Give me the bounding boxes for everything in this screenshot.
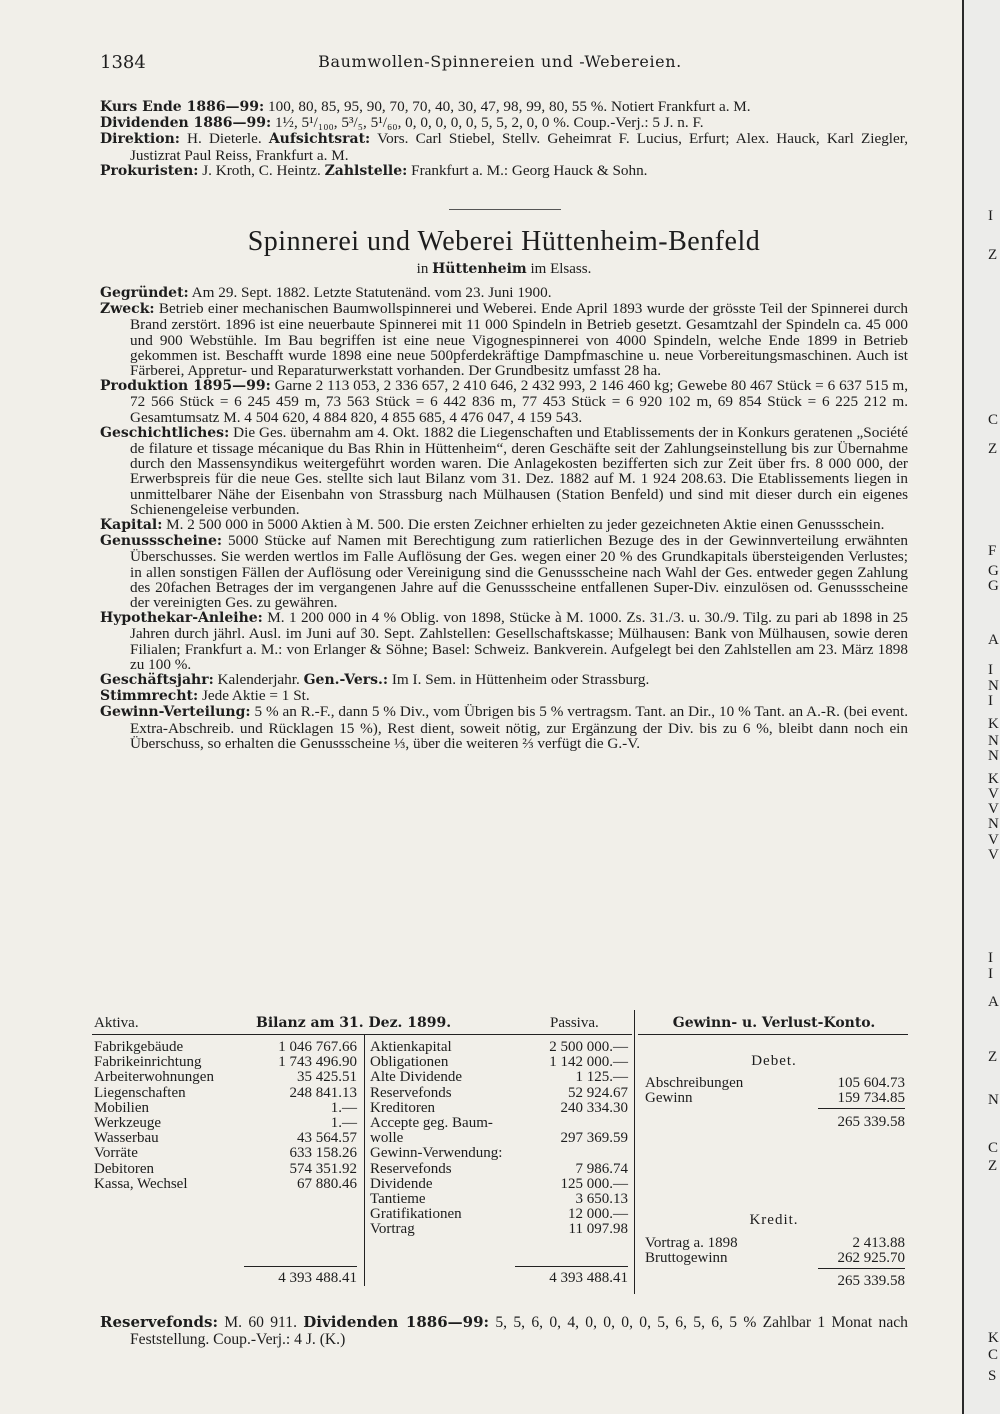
- aktiva-row: [94, 1177, 357, 1192]
- bilanz-rule: [92, 1034, 632, 1035]
- passiva-item-name: Dividende: [370, 1175, 433, 1192]
- passiva-item-name: Vortrag: [370, 1221, 415, 1238]
- passiva-total: 4 393 488.41: [549, 1270, 628, 1286]
- margin-letter: V: [988, 801, 999, 817]
- passiva-item-name: Reservefonds: [370, 1084, 452, 1101]
- margin-letter: Z: [988, 441, 998, 457]
- debet-label: Debet.: [751, 1053, 797, 1069]
- margin-letter: C: [988, 1140, 999, 1156]
- company-sections: [100, 285, 908, 751]
- passiva-item-value: 1 125.—: [575, 1069, 628, 1086]
- aktiva-item-name: Liegenschaften: [94, 1084, 186, 1101]
- margin-letter: Z: [988, 1049, 998, 1065]
- aktiva-row: [94, 1116, 357, 1131]
- aktiva-row: [94, 1070, 357, 1085]
- company-title: Spinnerei und Weberei Hüttenheim-Benfeld: [247, 226, 761, 257]
- kredit-list: [645, 1236, 905, 1266]
- aktiva-item-name: Wasserbau: [94, 1130, 159, 1147]
- previous-entry-tail: [100, 99, 908, 179]
- passiva-item-value: 7 986.74: [575, 1160, 628, 1177]
- debet-row: [645, 1091, 905, 1106]
- margin-letter: K: [988, 771, 999, 787]
- margin-letter: C: [988, 412, 999, 428]
- aktiva-item-name: Kassa, Wechsel: [94, 1175, 188, 1192]
- passiva-row: [370, 1162, 628, 1177]
- kredit-item-name: Vortrag a. 1898: [645, 1235, 738, 1251]
- aktiva-item-value: 1.—: [330, 1099, 357, 1116]
- passiva-item-name: Tantieme: [370, 1190, 426, 1207]
- passiva-row: [370, 1116, 628, 1131]
- section-produktion: Produktion 1895—99: Garne 2 113 053, 2 336 657, 2 410 646, 2 432 993, 2 146 460 kg; Gewebe 80 467 Stück = 6 637 515 m, 72 566 Stück = 6 245 459 m, 73 563 Stück = 6 442 836 m, 77 453 Stück = 6 920 102 m, 69 854 Stück = 6 225 212 m. Gesamtumsatz M. 4 504 620, 4 884 820, 4 855 685, 4 476 047, 4 159 543.: [100, 377, 909, 426]
- margin-letter: N: [988, 816, 999, 832]
- aktiva-item-value: 1.—: [330, 1114, 357, 1131]
- passiva-item-name: Gewinn-Verwendung:: [370, 1145, 503, 1162]
- passiva-row: [370, 1192, 628, 1207]
- passiva-item-name: Accepte geg. Baum-: [370, 1114, 493, 1131]
- debet-item-name: Gewinn: [645, 1090, 693, 1107]
- passiva-item-value: 1 142 000.—: [549, 1054, 628, 1071]
- aktiva-item-name: Werkzeuge: [94, 1114, 162, 1131]
- passiva-row: [370, 1177, 628, 1192]
- aktiva-list: [94, 1040, 357, 1192]
- aktiva-row: [94, 1131, 357, 1146]
- passiva-sum-rule: [515, 1266, 628, 1267]
- aktiva-item-name: Debitoren: [94, 1160, 154, 1177]
- margin-letter: I: [988, 662, 993, 678]
- aktiva-item-value: 633 158.26: [289, 1145, 357, 1162]
- aktiva-row: [94, 1146, 357, 1161]
- passiva-item-value: 52 924.67: [568, 1084, 628, 1101]
- passiva-item-value: 240 334.30: [560, 1099, 628, 1116]
- passiva-row: [370, 1040, 628, 1055]
- margin-letter: G: [988, 563, 999, 579]
- margin-letter: V: [988, 832, 999, 848]
- running-header: [100, 52, 900, 74]
- debet-row: [645, 1076, 905, 1091]
- aktiva-item-value: 67 880.46: [297, 1175, 357, 1192]
- margin-letter: N: [988, 1092, 999, 1108]
- section-genussscheine: Genussscheine: 5000 Stücke auf Namen mit Berechtigung zum ratierlichen Bezuge des in der Gewinnverteilung erwähnten Überschusses. Sie werden wertlos im Falle Auflösung der Ges. wegen einer 20 % des Grundkapitals übersteigenden Verlustes; in allen sonstigen Fällen der Auflösung oder Vereinigung sind die Genussscheine nach Wahl der Ges. entweder gegen Zahlung des 20fachen Betrages der im vergangenen Jahre auf die Genussscheine entfallenen Super-Div. einzulösen od. Genussscheine der vereinigten Ges. zu gewähren.: [100, 532, 908, 612]
- aktiva-item-name: Vorräte: [94, 1145, 138, 1162]
- passiva-row: [370, 1222, 628, 1237]
- page-number: 1384: [100, 52, 146, 73]
- margin-letter: N: [988, 733, 999, 749]
- margin-letter: Z: [988, 247, 998, 263]
- margin-letter: S: [988, 1368, 997, 1384]
- aktiva-total: 4 393 488.41: [278, 1270, 357, 1286]
- kredit-row: [645, 1236, 905, 1251]
- aktiva-item-value: 1 743 496.90: [278, 1054, 357, 1071]
- aktiva-item-value: 35 425.51: [297, 1069, 357, 1086]
- passiva-item-value: 12 000.—: [568, 1206, 628, 1223]
- adjacent-page-edge: [962, 0, 1000, 1414]
- passiva-item-name: Obligationen: [370, 1054, 449, 1071]
- kredit-item-value: 2 413.88: [852, 1235, 905, 1251]
- kredit-row: [645, 1251, 905, 1266]
- debet-item-value: 159 734.85: [837, 1090, 905, 1107]
- aktiva-row: [94, 1086, 357, 1101]
- margin-letter: I: [988, 950, 993, 966]
- aktiva-row: [94, 1101, 357, 1116]
- margin-letter: N: [988, 678, 999, 694]
- margin-letter: K: [988, 1330, 999, 1346]
- passiva-item-name: Gratifikationen: [370, 1206, 462, 1223]
- margin-letter: A: [988, 632, 999, 648]
- bilanz-divider: [364, 1034, 365, 1286]
- section-hypothekar-anleihe: Hypothekar-Anleihe: M. 1 200 000 in 4 % Oblig. von 1898, Stücke à M. 1000. Zs. 31./3. u. 30./9. Tilg. zu pari ab 1898 in 25 Jahren durch jährl. Ausl. im Juni auf 30. Sept. Zahlstellen: Gesellschaftskasse; Mülhausen: Bank von Mülhausen, sowie deren Filialen; Frankfurt a. M.: von Erlanger & Söhne; Basel: Schweiz. Bankverein. Aufgelegt bei den Zahlstellen am 23. März 1898 zu 100 %.: [100, 609, 908, 673]
- passiva-total-row: [370, 1271, 628, 1286]
- passiva-label: Passiva.: [550, 1015, 599, 1031]
- aktiva-total-row: [94, 1271, 357, 1286]
- passiva-item-name: Aktienkapital: [370, 1039, 452, 1055]
- kredit-item-value: 262 925.70: [837, 1250, 905, 1267]
- bilanz-title: Bilanz am 31. Dez. 1899.: [256, 1015, 452, 1031]
- passiva-item-value: 2 500 000.—: [549, 1039, 628, 1055]
- passiva-item-name: wolle: [370, 1130, 404, 1147]
- passiva-row: [370, 1207, 628, 1222]
- passiva-item-value: 11 097.98: [568, 1221, 628, 1238]
- guv-rule: [638, 1034, 908, 1035]
- debet-item-name: Abschreibungen: [645, 1075, 744, 1091]
- kredit-label: Kredit.: [749, 1212, 799, 1228]
- margin-letter: C: [988, 1347, 999, 1363]
- debet-item-value: 105 604.73: [837, 1075, 905, 1091]
- aktiva-item-value: 1 046 767.66: [278, 1039, 357, 1055]
- section-geschichtliches: Geschichtliches: Die Ges. übernahm am 4. Okt. 1882 die Liegenschaften und Etablissements der in Konkurs geratenen „Société de filature et tissage mécanique du Bas Rhin in Hüttenheim“, deren Geschäfte seit der Zahlungseinstellung bis zur Übernahme durch den Massensyndikus weitergeführt worden waren. Die Anlagekosten bezifferten sich zur Zeit über frs. 8 000 000, der Erwerbspreis für die neue Ges. stellte sich laut Bilanz vom 31. Dez. 1882 auf M. 1 924 208.63. Die Etablissements liegen in unmittelbarer Nähe der Eisenbahn von Strassburg nach Mülhausen (Station Benfeld) und sind mit dieser durch ein eigenes Schienengeleise verbunden.: [100, 423, 908, 518]
- aktiva-label: Aktiva.: [94, 1015, 139, 1031]
- debet-sum-rule: [818, 1108, 905, 1109]
- debet-total-row: [645, 1115, 905, 1130]
- margin-letter: I: [988, 966, 993, 982]
- passiva-row: [370, 1055, 628, 1070]
- prev-dividenden: Dividenden 1886—99: 1½, 5¹/₁₀₀, 5³/₅, 5¹/₆₀, 0, 0, 0, 0, 0, 5, 5, 2, 0, 0 %. Coup.-Verj.: 5 J. n. F.: [100, 114, 704, 132]
- aktiva-row: [94, 1162, 357, 1177]
- guv-title: Gewinn- u. Verlust-Konto.: [672, 1015, 876, 1031]
- passiva-list: [370, 1040, 628, 1237]
- section-geschaeftsjahr: Geschäftsjahr: Kalenderjahr. Gen.-Vers.: Im I. Sem. in Hüttenheim oder Strassburg.: [100, 671, 650, 689]
- aktiva-row: [94, 1040, 357, 1055]
- margin-letter: F: [988, 543, 997, 559]
- passiva-row: [370, 1070, 628, 1085]
- passiva-item-name: Reservefonds: [370, 1160, 452, 1177]
- margin-letter: N: [988, 748, 999, 764]
- margin-letter: V: [988, 786, 999, 802]
- aktiva-row: [94, 1055, 357, 1070]
- kredit-sum-rule: [818, 1268, 905, 1269]
- passiva-row: [370, 1131, 628, 1146]
- passiva-item-name: Alte Dividende: [370, 1069, 463, 1086]
- aktiva-item-value: 248 841.13: [289, 1084, 357, 1101]
- margin-letter: V: [988, 847, 999, 863]
- passiva-item-value: 297 369.59: [560, 1130, 628, 1147]
- margin-letter: A: [988, 994, 999, 1010]
- kredit-total-row: [645, 1274, 905, 1289]
- passiva-item-value: 125 000.—: [560, 1175, 628, 1192]
- margin-letter: Z: [988, 1158, 998, 1174]
- section-zweck: Zweck: Betrieb einer mechanischen Baumwollspinnerei und Weberei. Ende April 1893 wurde der grösste Teil der Spinnerei durch Brand zerstört. 1896 ist eine neuerbaute Spinnerei mit 11 000 Spindeln in Betrieb gesetzt. Gesamtzahl der Spindeln ca. 45 000 und 900 Webstühle. Im Bau begriffen ist eine neue Vigognespinnerei von 4000 Spindeln, welche Ende 1899 in Betrieb gekommen ist. Beschafft wurde 1898 eine neue 500pferdekräftige Dampfmaschine u. neue Vorbereitungsmaschinen. Auch ist Färberei, Appretur- und Reparaturwerkstatt vorhanden. Der Grundbesitz umfasst 28 ha.: [100, 300, 908, 380]
- margin-letter: K: [988, 716, 999, 732]
- aktiva-item-value: 574 351.92: [289, 1160, 357, 1177]
- prev-direktion: Direktion: H. Dieterle. Aufsichtsrat: Vors. Carl Stiebel, Stellv. Geheimrat F. Lucius, Erfurt; Alex. Hauck, Karl Ziegler, Justizrat Paul Reiss, Frankfurt a. M.: [100, 130, 908, 164]
- margin-letter: G: [988, 578, 999, 594]
- table-divider: [634, 1010, 635, 1294]
- prev-prokuristen: Prokuristen: J. Kroth, C. Heintz. Zahlstelle: Frankfurt a. M.: Georg Hauck & Sohn.: [100, 161, 648, 179]
- debet-list: [645, 1076, 905, 1106]
- passiva-item-value: 3 650.13: [575, 1190, 628, 1207]
- kredit-item-name: Bruttogewinn: [645, 1250, 728, 1267]
- running-title: Baumwollen-Spinnereien und -Webereien.: [318, 52, 682, 71]
- section-gewinn-verteilung: Gewinn-Verteilung: 5 % an R.-F., dann 5 % Div., vom Übrigen bis 5 % vertragsm. Tant. an Dir., 10 % Tant. an A.-R. (bei event. Extra-Abschreib. und Rücklagen 15 %), Rest dient, soweit nötig, zur Ergänzung der Div. bis zu 6 %, bleibt dann noch ein Überschuss, so erhalten die Genussscheine ⅓, über die weiteren ⅔ verfügt die G.-V.: [100, 703, 908, 752]
- aktiva-sum-rule: [244, 1266, 357, 1267]
- debet-total: 265 339.58: [837, 1114, 905, 1130]
- passiva-row: [370, 1086, 628, 1101]
- passiva-item-name: Kreditoren: [370, 1099, 435, 1116]
- aktiva-item-name: Arbeiterwohnungen: [94, 1069, 214, 1086]
- prev-kurs: Kurs Ende 1886—99: 100, 80, 85, 95, 90, 70, 70, 40, 30, 47, 98, 99, 80, 55 %. Notiert Frankfurt a. M.: [100, 98, 751, 115]
- margin-letter: I: [988, 693, 993, 709]
- footer-entry: Reservefonds: M. 60 911. Dividenden 1886—99: 5, 5, 6, 0, 4, 0, 0, 0, 0, 5, 6, 5, 6, 5 % Zahlbar 1 Monat nach Feststellung. Coup.-Verj.: 4 J. (K.): [100, 1313, 908, 1348]
- kredit-total: 265 339.58: [837, 1273, 905, 1289]
- aktiva-item-name: Fabrikgebäude: [94, 1039, 184, 1055]
- passiva-row: [370, 1146, 628, 1161]
- aktiva-item-name: Fabrikeinrichtung: [94, 1054, 202, 1071]
- section-stimmrecht: Stimmrecht: Jede Aktie = 1 St.: [100, 687, 310, 705]
- section-gegruendet: Gegründet: Am 29. Sept. 1882. Letzte Statutenänd. vom 23. Juni 1900.: [100, 284, 552, 301]
- margin-letter: I: [988, 208, 993, 224]
- section-separator: [449, 209, 561, 210]
- passiva-row: [370, 1101, 628, 1116]
- aktiva-item-value: 43 564.57: [297, 1130, 357, 1147]
- aktiva-item-name: Mobilien: [94, 1099, 149, 1116]
- section-kapital: Kapital: M. 2 500 000 in 5000 Aktien à M. 500. Die ersten Zeichner erhielten zu jeder gezeichneten Aktie einen Genussschein.: [100, 516, 885, 534]
- company-location: in Hüttenheim im Elsass.: [416, 261, 592, 277]
